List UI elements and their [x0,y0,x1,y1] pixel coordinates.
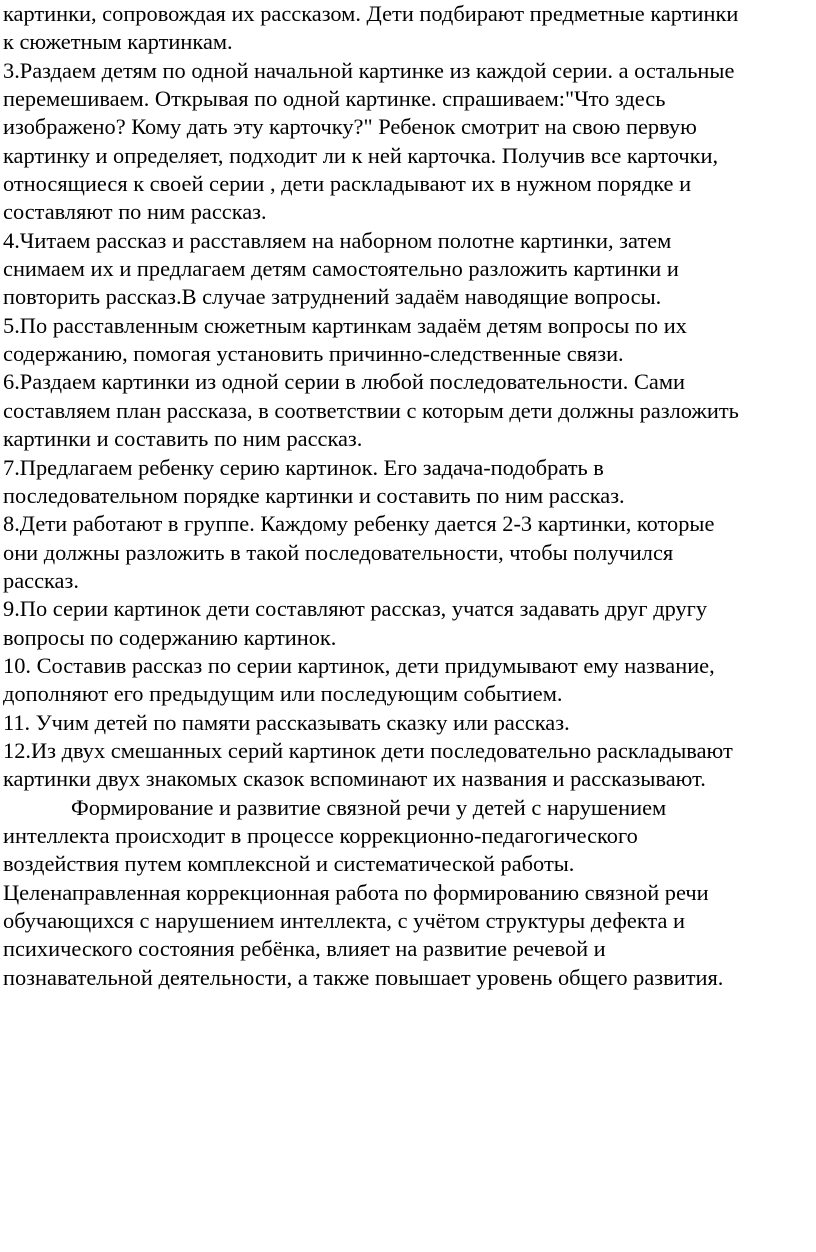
text-line: психического состояния ребёнка, влияет на развитие речевой и [3,936,606,962]
text-line: они должны разложить в такой последовательности, чтобы получился [3,539,674,565]
text-line: 7.Предлагаем ребенку серию картинок. Его задача-подобрать в [3,454,604,480]
text-line: 5.По расставленным сюжетным картинкам задаём детям вопросы по их [3,312,687,338]
text-line: 12.Из двух смешанных серий картинок дети последовательно раскладывают [3,737,733,763]
text-line: 3.Раздаем детям по одной начальной картинке из каждой серии. а остальные [3,57,735,83]
text-line: содержанию, помогая установить причинно-следственные связи. [3,341,624,367]
text-line: 9.По серии картинок дети составляют рассказ, учатся задавать друг другу [3,596,708,622]
text-line: воздействия путем комплексной и систематической работы. [3,851,575,877]
text-line: картинку и определяет, подходит ли к ней карточка. Получив все карточки, [3,142,719,168]
text-line: относящиеся к своей серии , дети раскладывают их в нужном порядке и [3,171,692,197]
text-line: познавательной деятельности, а также повышает уровень общего развития. [3,964,724,990]
text-line: интеллекта происходит в процессе коррекционно-педагогического [3,822,638,848]
text-line: 8.Дети работают в группе. Каждому ребенку дается 2-3 картинки, которые [3,511,715,537]
text-line: снимаем их и предлагаем детям самостоятельно разложить картинки и [3,256,679,282]
text-line: картинки, сопровождая их рассказом. Дети подбирают предметные картинки [3,1,739,26]
document-text [3,0,815,992]
text-line: перемешиваем. Открывая по одной картинке. спрашиваем:"Что здесь [3,86,666,112]
text-line: обучающихся с нарушением интеллекта, с учётом структуры дефекта и [3,908,685,933]
text-line: составляют по ним рассказ. [3,199,267,225]
text-line: повторить рассказ.В случае затруднений задаём наводящие вопросы. [3,284,662,310]
text-line: 4.Читаем рассказ и расставляем на наборном полотне картинки, затем [3,227,672,253]
text-line: составляем план рассказа, в соответствии с которым дети должны разложить [3,397,739,423]
text-line: картинки двух знакомых сказок вспоминают их названия и рассказывают. [3,766,706,792]
text-line: дополняют его предыдущим или последующим событием. [3,681,563,707]
text-line: 10. Составив рассказ по серии картинок, дети придумывают ему название, [3,652,715,678]
text-line: 6.Раздаем картинки из одной серии в любой последовательности. Сами [3,369,685,395]
text-line: к сюжетным картинкам. [3,29,233,55]
text-line: рассказ. [3,567,79,593]
text-line: 11. Учим детей по памяти рассказывать сказку или рассказ. [3,709,570,735]
text-line: Целенаправленная коррекционная работа по формированию связной речи [3,879,709,905]
text-line: изображено? Кому дать эту карточку?" Ребенок смотрит на свою первую [3,114,697,140]
text-line: картинки и составить по ним рассказ. [3,426,363,452]
text-line: вопросы по содержанию картинок. [3,624,337,650]
text-line: последовательном порядке картинки и составить по ним рассказ. [3,482,625,508]
paragraph-first-line: Формирование и развитие связной речи у детей с нарушением [71,794,667,820]
